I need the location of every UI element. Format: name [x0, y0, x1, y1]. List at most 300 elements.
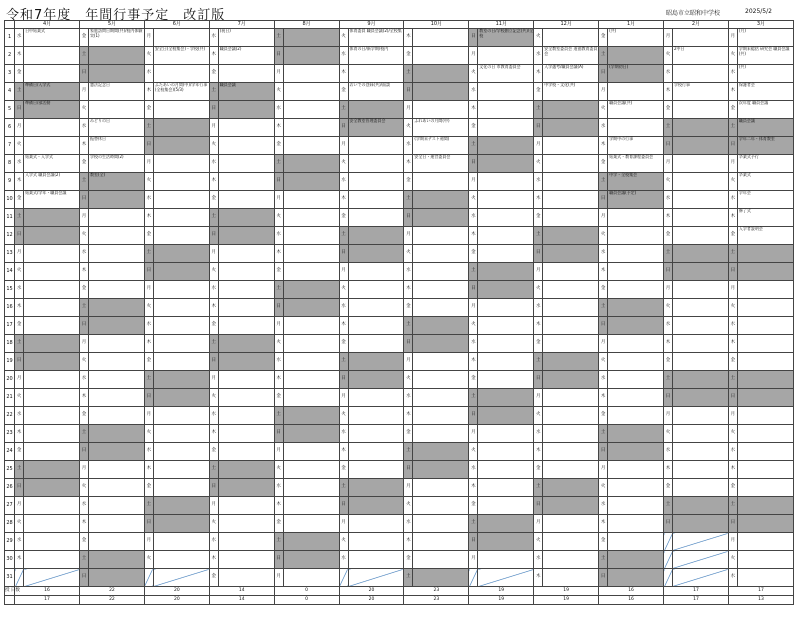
weekday-cell: 火	[274, 209, 283, 227]
weekday-cell: 金	[664, 353, 673, 371]
summary-cell: 22	[79, 587, 144, 596]
event-cell	[153, 353, 209, 371]
event-cell	[543, 299, 599, 317]
weekday-cell: 土	[534, 353, 543, 371]
event-cell	[348, 299, 404, 317]
weekday-cell: 土	[664, 371, 673, 389]
weekday-cell: 水	[274, 227, 283, 245]
event-cell: 体育の日/新学期/校内	[348, 47, 404, 65]
event-cell	[737, 515, 793, 533]
weekday-cell: 月	[664, 281, 673, 299]
weekday-cell: 金	[404, 425, 413, 443]
weekday-cell: 土	[209, 209, 218, 227]
weekday-cell: 火	[728, 299, 737, 317]
event-cell	[737, 407, 793, 425]
weekday-cell: 金	[209, 569, 218, 587]
event-cell	[283, 551, 339, 569]
event-cell	[153, 533, 209, 551]
event-cell	[283, 479, 339, 497]
event-cell: 職員会議	[218, 83, 274, 101]
weekday-cell: 金	[144, 101, 153, 119]
weekday-cell: 日	[274, 173, 283, 191]
event-cell	[608, 281, 664, 299]
weekday-cell: 木	[144, 335, 153, 353]
weekday-cell: 月	[144, 281, 153, 299]
event-cell	[153, 155, 209, 173]
weekday-cell: 日	[599, 317, 608, 335]
event-cell	[153, 461, 209, 479]
summary-cell: 14	[209, 596, 274, 605]
event-cell	[24, 227, 80, 245]
weekday-cell: 金	[339, 335, 348, 353]
event-cell: 学年二年・体育教室	[737, 137, 793, 155]
weekday-cell: 水	[469, 335, 478, 353]
event-cell: 始業式・入学式	[24, 155, 80, 173]
event-cell	[478, 299, 534, 317]
event-cell	[737, 389, 793, 407]
summary-cell: 20	[144, 587, 209, 596]
event-cell	[672, 335, 728, 353]
weekday-cell: 月	[339, 389, 348, 407]
event-cell	[153, 119, 209, 137]
event-cell	[348, 515, 404, 533]
weekday-cell: 土	[534, 227, 543, 245]
event-cell	[283, 317, 339, 335]
weekday-cell: 月	[728, 29, 737, 47]
event-cell: 安全日・運営委員会	[413, 155, 469, 173]
event-cell	[672, 29, 728, 47]
month-header: 2月	[664, 21, 729, 29]
day-number: 6	[5, 119, 15, 137]
event-cell	[737, 497, 793, 515]
weekday-cell: 金	[534, 83, 543, 101]
month-header: 11月	[469, 21, 534, 29]
weekday-cell: 日	[209, 479, 218, 497]
weekday-cell: 土	[79, 425, 88, 443]
event-cell	[218, 155, 274, 173]
day-number: 5	[5, 101, 15, 119]
weekday-cell: 日	[144, 389, 153, 407]
weekday-cell: 火	[144, 425, 153, 443]
weekday-cell: 金	[144, 479, 153, 497]
weekday-cell: 金	[79, 533, 88, 551]
event-cell	[218, 551, 274, 569]
weekday-cell: 火	[599, 353, 608, 371]
event-cell	[218, 443, 274, 461]
weekday-cell: 日	[15, 101, 24, 119]
weekday-cell: 土	[599, 173, 608, 191]
weekday-cell: 火	[599, 227, 608, 245]
event-cell	[348, 407, 404, 425]
event-cell	[608, 317, 664, 335]
event-cell	[672, 137, 728, 155]
weekday-cell: 土	[404, 569, 413, 587]
weekday-cell: 金	[144, 353, 153, 371]
weekday-cell: 水	[274, 479, 283, 497]
event-cell	[478, 443, 534, 461]
event-cell	[543, 407, 599, 425]
event-cell	[218, 425, 274, 443]
weekday-cell: 金	[144, 227, 153, 245]
event-cell	[283, 209, 339, 227]
weekday-cell: 火	[469, 443, 478, 461]
weekday-cell: 土	[144, 497, 153, 515]
day-row	[5, 533, 794, 551]
weekday-cell: 日	[534, 245, 543, 263]
event-cell	[283, 65, 339, 83]
event-cell: 職員会議(予定)	[608, 191, 664, 209]
day-row	[5, 119, 794, 137]
event-cell	[348, 101, 404, 119]
weekday-cell: 木	[664, 335, 673, 353]
event-cell	[543, 137, 599, 155]
day-number: 13	[5, 245, 15, 263]
event-cell	[88, 497, 144, 515]
event-cell	[672, 551, 728, 569]
event-cell	[88, 389, 144, 407]
event-cell: 日中始業式	[24, 29, 80, 47]
summary-cell: 17	[728, 587, 793, 596]
event-cell	[413, 443, 469, 461]
weekday-cell: 火	[339, 281, 348, 299]
summary-cell: 19	[469, 587, 534, 596]
event-cell	[218, 533, 274, 551]
event-cell	[24, 263, 80, 281]
weekday-cell: 土	[339, 227, 348, 245]
weekday-cell: 日	[404, 209, 413, 227]
weekday-cell: 月	[469, 551, 478, 569]
weekday-cell: 土	[274, 29, 283, 47]
event-cell	[153, 281, 209, 299]
event-cell	[153, 317, 209, 335]
event-cell: ふれあいの月間(中)	[413, 119, 469, 137]
event-cell: 中学・全校集会	[608, 173, 664, 191]
weekday-cell: 土	[79, 299, 88, 317]
weekday-cell: 月	[274, 443, 283, 461]
event-cell	[153, 407, 209, 425]
weekday-cell: 月	[599, 335, 608, 353]
summary-cell: 20	[339, 587, 404, 596]
event-cell: おいでの登録(共)/面談	[348, 83, 404, 101]
weekday-cell	[664, 551, 673, 569]
event-cell: 準備日/入学式	[24, 83, 80, 101]
event-cell	[737, 461, 793, 479]
weekday-cell: 金	[15, 443, 24, 461]
weekday-cell: 土	[469, 137, 478, 155]
event-cell	[672, 569, 728, 587]
event-cell: 教室(全)	[88, 173, 144, 191]
event-cell	[88, 353, 144, 371]
month-header: 4月	[15, 21, 80, 29]
event-cell	[88, 299, 144, 317]
event-cell	[153, 173, 209, 191]
event-cell	[283, 119, 339, 137]
weekday-cell: 土	[664, 119, 673, 137]
weekday-cell: 土	[728, 119, 737, 137]
weekday-cell: 土	[404, 317, 413, 335]
event-cell	[478, 209, 534, 227]
summary-cell: 16	[599, 587, 664, 596]
weekday-cell: 水	[209, 29, 218, 47]
event-cell: 保護者会	[737, 83, 793, 101]
weekday-cell: 日	[79, 65, 88, 83]
event-cell	[153, 101, 209, 119]
event-cell	[24, 335, 80, 353]
event-cell	[413, 515, 469, 533]
event-cell	[413, 83, 469, 101]
event-cell	[218, 407, 274, 425]
event-cell	[413, 29, 469, 47]
summary-cell: 19	[534, 596, 599, 605]
event-cell	[153, 389, 209, 407]
day-number: 27	[5, 497, 15, 515]
weekday-cell: 日	[664, 137, 673, 155]
weekday-cell: 水	[404, 137, 413, 155]
event-cell	[348, 155, 404, 173]
event-cell: 始業式・教育課程委員会	[608, 155, 664, 173]
weekday-cell: 火	[15, 389, 24, 407]
day-row	[5, 389, 794, 407]
weekday-cell: 月	[469, 173, 478, 191]
weekday-cell: 水	[79, 119, 88, 137]
event-cell: 家庭訪問日期間(共)/校内体験実(1)	[88, 29, 144, 47]
weekday-cell: 火	[404, 245, 413, 263]
weekday-cell: 水	[728, 65, 737, 83]
event-cell	[608, 461, 664, 479]
event-cell	[478, 389, 534, 407]
event-cell	[218, 245, 274, 263]
event-cell	[283, 227, 339, 245]
event-cell: 学校の生活時間(2)	[88, 155, 144, 173]
event-cell	[88, 281, 144, 299]
month-header: 6月	[144, 21, 209, 29]
weekday-cell: 木	[599, 263, 608, 281]
weekday-cell: 日	[404, 83, 413, 101]
weekday-cell: 水	[15, 281, 24, 299]
weekday-cell: 土	[339, 353, 348, 371]
weekday-cell: 木	[79, 389, 88, 407]
event-cell	[672, 497, 728, 515]
weekday-cell: 金	[534, 209, 543, 227]
day-number: 7	[5, 137, 15, 155]
event-cell	[737, 479, 793, 497]
weekday-cell: 水	[144, 65, 153, 83]
weekday-cell: 水	[15, 29, 24, 47]
weekday-cell: 水	[664, 65, 673, 83]
event-cell	[218, 389, 274, 407]
weekday-cell: 水	[339, 425, 348, 443]
weekday-cell: 火	[599, 101, 608, 119]
event-cell	[478, 317, 534, 335]
day-row	[5, 281, 794, 299]
event-cell	[608, 83, 664, 101]
event-cell: 振替休日	[88, 137, 144, 155]
weekday-cell: 火	[274, 83, 283, 101]
weekday-cell: 金	[209, 65, 218, 83]
event-cell: 職員会議(共)	[608, 101, 664, 119]
event-cell	[283, 533, 339, 551]
event-cell	[218, 263, 274, 281]
event-cell	[608, 569, 664, 587]
day-number: 18	[5, 335, 15, 353]
event-cell: 卒業式	[737, 173, 793, 191]
weekday-cell: 水	[209, 281, 218, 299]
weekday-cell: 日	[274, 299, 283, 317]
event-cell	[348, 443, 404, 461]
weekday-cell: 水	[534, 47, 543, 65]
day-row	[5, 47, 794, 65]
day-row	[5, 173, 794, 191]
weekday-cell: 土	[79, 551, 88, 569]
weekday-cell: 水	[728, 317, 737, 335]
weekday-cell: 土	[274, 281, 283, 299]
event-cell	[283, 281, 339, 299]
weekday-cell: 水	[79, 371, 88, 389]
event-cell	[737, 299, 793, 317]
weekday-cell: 日	[15, 479, 24, 497]
event-cell	[413, 101, 469, 119]
weekday-cell: 木	[79, 515, 88, 533]
weekday-cell: 木	[15, 47, 24, 65]
day-row	[5, 551, 794, 569]
weekday-cell: 金	[15, 317, 24, 335]
summary-cell: 19	[534, 587, 599, 596]
event-cell	[608, 389, 664, 407]
event-cell: 安全日(全校集会)・学校(共)	[153, 47, 209, 65]
event-cell	[283, 137, 339, 155]
event-cell	[478, 47, 534, 65]
event-cell	[24, 497, 80, 515]
event-cell: 学期末総括 研究会 職員会議(共)	[737, 47, 793, 65]
event-cell	[153, 335, 209, 353]
weekday-cell: 日	[534, 497, 543, 515]
event-cell: 職員会議	[737, 119, 793, 137]
month-header: 12月	[534, 21, 599, 29]
event-cell	[88, 461, 144, 479]
weekday-cell: 土	[144, 371, 153, 389]
event-cell	[283, 263, 339, 281]
event-cell	[413, 65, 469, 83]
event-cell	[543, 155, 599, 173]
weekday-cell: 金	[469, 119, 478, 137]
event-cell	[24, 353, 80, 371]
weekday-cell: 日	[144, 515, 153, 533]
day-number: 14	[5, 263, 15, 281]
weekday-cell: 火	[404, 119, 413, 137]
event-cell	[543, 101, 599, 119]
weekday-cell	[144, 569, 153, 587]
event-cell: 学年会	[737, 191, 793, 209]
weekday-cell: 日	[469, 407, 478, 425]
weekday-cell: 土	[79, 47, 88, 65]
weekday-cell: 土	[728, 497, 737, 515]
weekday-cell: 日	[79, 317, 88, 335]
event-cell	[608, 335, 664, 353]
weekday-cell: 木	[209, 299, 218, 317]
weekday-cell: 木	[144, 461, 153, 479]
event-cell	[24, 389, 80, 407]
weekday-cell: 木	[339, 317, 348, 335]
weekday-cell: 月	[15, 119, 24, 137]
weekday-cell: 金	[79, 155, 88, 173]
event-cell	[88, 515, 144, 533]
event-cell	[737, 245, 793, 263]
event-cell	[283, 407, 339, 425]
weekday-cell: 土	[728, 245, 737, 263]
event-cell	[737, 371, 793, 389]
weekday-cell: 月	[144, 155, 153, 173]
weekday-cell: 日	[469, 533, 478, 551]
event-cell	[478, 425, 534, 443]
weekday-cell: 日	[339, 497, 348, 515]
summary-cell: 17	[15, 596, 80, 605]
event-cell	[218, 281, 274, 299]
weekday-cell: 木	[15, 299, 24, 317]
day-row	[5, 461, 794, 479]
weekday-cell: 火	[728, 551, 737, 569]
weekday-cell: 水	[144, 317, 153, 335]
weekday-cell: 月	[339, 137, 348, 155]
weekday-cell: 火	[274, 461, 283, 479]
weekday-cell: 土	[15, 209, 24, 227]
weekday-cell: 月	[664, 155, 673, 173]
event-cell	[543, 425, 599, 443]
summary-label	[5, 596, 15, 605]
weekday-cell: 水	[664, 317, 673, 335]
event-cell: 修了式	[737, 209, 793, 227]
weekday-cell: 月	[339, 515, 348, 533]
weekday-cell: 金	[15, 65, 24, 83]
weekday-cell: 日	[15, 353, 24, 371]
weekday-cell: 日	[728, 389, 737, 407]
weekday-cell: 木	[274, 497, 283, 515]
weekday-cell: 土	[144, 245, 153, 263]
summary-cell: 17	[664, 596, 729, 605]
weekday-cell: 火	[339, 29, 348, 47]
weekday-cell: 土	[209, 461, 218, 479]
weekday-cell: 日	[404, 461, 413, 479]
event-cell: (共)	[737, 65, 793, 83]
event-cell	[88, 425, 144, 443]
weekday-cell: 金	[274, 515, 283, 533]
event-cell	[478, 137, 534, 155]
weekday-cell: 火	[728, 425, 737, 443]
weekday-cell: 金	[404, 173, 413, 191]
weekday-cell: 日	[469, 29, 478, 47]
weekday-cell: 金	[469, 245, 478, 263]
weekday-cell: 月	[274, 317, 283, 335]
event-cell	[543, 461, 599, 479]
event-cell	[218, 371, 274, 389]
event-cell	[478, 515, 534, 533]
weekday-cell: 金	[664, 101, 673, 119]
weekday-cell: 水	[209, 155, 218, 173]
event-cell	[413, 245, 469, 263]
weekday-cell: 月	[79, 461, 88, 479]
weekday-cell: 月	[209, 371, 218, 389]
event-cell	[24, 119, 80, 137]
event-cell	[88, 443, 144, 461]
event-cell	[88, 65, 144, 83]
event-cell	[478, 533, 534, 551]
weekday-cell: 日	[79, 569, 88, 587]
event-cell: 学期中の行事	[608, 137, 664, 155]
weekday-cell: 土	[339, 101, 348, 119]
event-cell	[543, 353, 599, 371]
event-cell	[218, 497, 274, 515]
weekday-cell: 木	[404, 155, 413, 173]
event-cell	[543, 317, 599, 335]
